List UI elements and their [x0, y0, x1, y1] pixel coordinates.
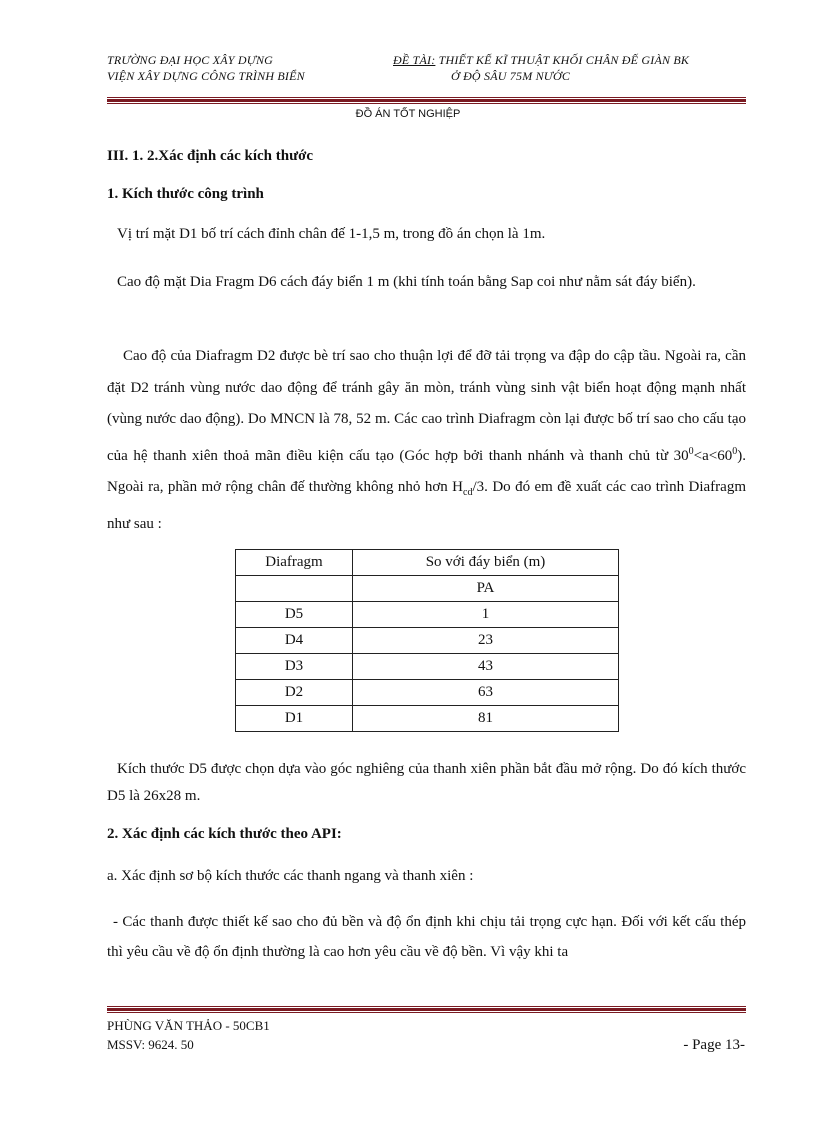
paragraph-1: Vị trí mặt D1 bố trí cách đỉnh chân đế 1-1,5 m, trong đồ án chọn là 1m. [117, 226, 546, 242]
topic-label: ĐỀ TÀI: [393, 53, 436, 67]
subsection-2-title: 2. Xác định các kích thước theo API: [107, 826, 342, 842]
diafragm-table [235, 549, 619, 732]
footer-rule [107, 1006, 746, 1013]
paragraph-2: Cao độ mặt Dia Fragm D6 cách đáy biển 1 m (khi tính toán bằng Sap coi như nằm sát đáy biển). [117, 274, 696, 290]
paragraph-6: - Các thanh được thiết kế sao cho đủ bền và độ ổn định khi chịu tải trọng cực hạn. Đối với kết cấu thép thì yêu cầu về độ ổn định thường là cao hơn yêu cầu về độ bền. Vì vậy khi ta [107, 914, 746, 960]
col-elevation-header: So với đáy biển (m) [353, 550, 619, 576]
section-title: III. 1. 2.Xác định các kích thước [107, 148, 314, 164]
col-pa-header: PA [353, 576, 619, 602]
header-institution [107, 52, 305, 84]
paragraph-3: Cao độ của Diafragm D2 được bè trí sao cho thuận lợi để đỡ tải trọng va đập do cập tầu. Ngoài ra, cần đặt D2 tránh vùng nước dao động để tránh gây ăn mòn, tránh vùng sinh vật biển hoạt động mạnh nhất (vùng nước dao động). Do MNCN là 78, 52 m. Các cao trình Diafragm còn lại được bố trí sao cho cấu tạo của hệ thanh xiên thoả mãn điều kiện cấu tạo (Góc hợp bởi thanh nhánh và thanh chủ từ $30^0<a<60^0$). Ngoài ra, phần mở rộng chân đế thường không nhỏ hơn $H_{cd}/3$. Do đó em đề xuất các cao trình Diafragm như sau : [107, 348, 746, 532]
table-row: D3 43 [236, 654, 619, 680]
table-row: D1 81 [236, 706, 619, 732]
author-name: PHÙNG VĂN THẢO - 50CB1 [107, 1018, 270, 1033]
university-name: TRƯỜNG ĐẠI HỌC XÂY DỰNG [107, 53, 274, 67]
table-row: D4 23 [236, 628, 619, 654]
page-number: - Page 13- [683, 1037, 745, 1053]
topic-text: THIẾT KẾ KĨ THUẬT KHỐI CHÂN ĐẾ GIÀN BK [435, 53, 690, 67]
header-topic [393, 52, 689, 84]
institute-name: VIỆN XÂY DỰNG CÔNG TRÌNH BIỂN [107, 69, 305, 83]
table-header-row [236, 550, 619, 576]
table-subheader-row [236, 576, 619, 602]
col-diafragm-header: Diafragm [236, 550, 353, 576]
document-type: ĐỒ ÁN TỐT NGHIỆP [355, 108, 461, 120]
table-row: D5 1 [236, 602, 619, 628]
subsection-1-title: 1. Kích thước công trình [107, 186, 264, 202]
student-id: MSSV: 9624. 50 [107, 1037, 194, 1052]
table-row: D2 63 [236, 680, 619, 706]
paragraph-4: Kích thước D5 được chọn dựa vào góc nghiêng của thanh xiên phần bắt đầu mở rộng. Do đó kích thước D5 là 26x28 m. [107, 761, 746, 804]
header-rule [107, 97, 746, 104]
paragraph-5: a. Xác định sơ bộ kích thước các thanh ngang và thanh xiên : [107, 868, 474, 884]
topic-line2: Ở ĐỘ SÂU 75M NƯỚC [451, 69, 571, 83]
